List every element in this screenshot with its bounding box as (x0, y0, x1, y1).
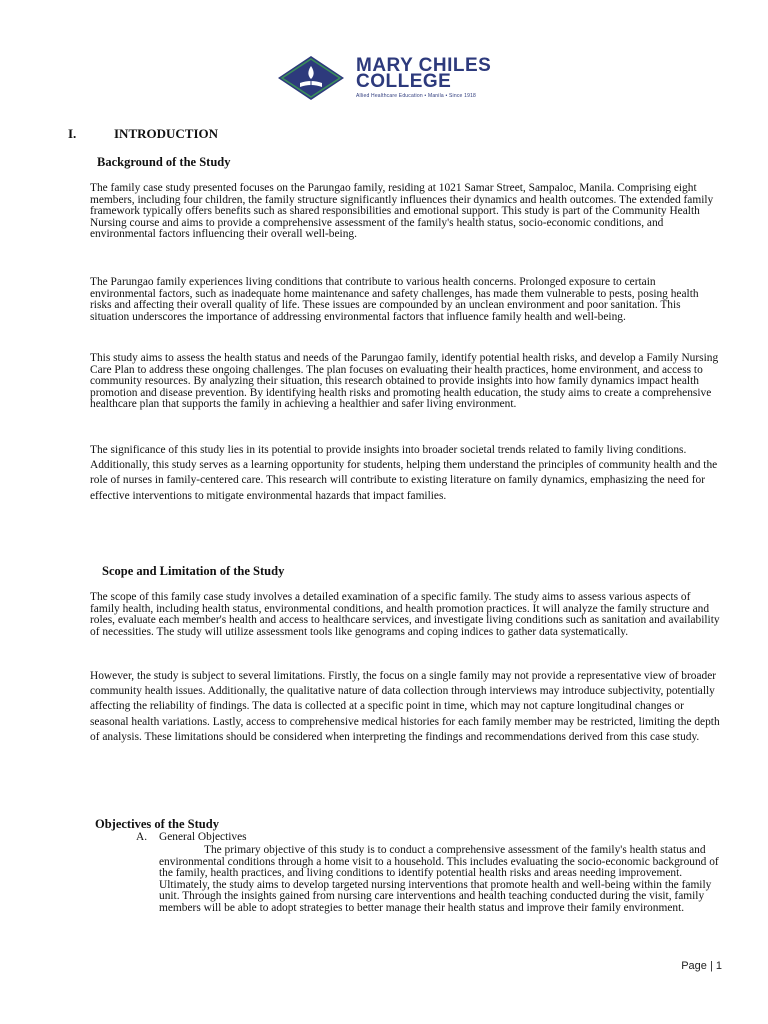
general-objectives-title: General Objectives (159, 831, 247, 843)
page-separator: | (709, 960, 713, 972)
general-objectives-label: A. (136, 831, 148, 843)
background-paragraph-2: The Parungao family experiences living conditions that contribute to various health concerns. Prolonged exposure to certain environmental factors, such as inadequate home maintenance and safety challenges, has made them vulnerable to pests, posing health risks and affecting their overall quality of life. These issues are compounded by an unclean environment and poor sanitation. This situation underscores the importance of addressing environmental factors that influence family health and well-being. (90, 276, 699, 323)
objectives-heading: Objectives of the Study (95, 817, 219, 831)
page-label: Page (681, 960, 707, 972)
logo-name-line1: MARY CHILES (356, 54, 492, 76)
background-paragraph-1: The family case study presented focuses on the Parungao family, residing at 1021 Samar Street, Sampaloc, Manila. Comprising eight members, including four children, the family structure significantly influences their dynamics and health outcomes. The extended family framework typically offers benefits such as shared responsibilities and emotional support. This study is part of the Community Health Nursing course and aims to provide a comprehensive assessment of the family's health status, socio-economic conditions, and environmental factors influencing their overall well-being. (90, 182, 714, 240)
scope-paragraph-1: The scope of this family case study involves a detailed examination of a specific family. The study aims to assess various aspects of family health, including health status, environmental conditions, and health promotion practices. It will analyze the family structure and roles, evaluate each member's health and access to healthcare services, and investigate living conditions such as sanitation and availability of necessities. The study will utilize assessment tools like genograms and coping indices to gather data systematically. (90, 591, 720, 638)
page-footer (681, 960, 722, 972)
section-title: INTRODUCTION (114, 126, 219, 141)
logo-tagline: Allied Healthcare Education • Manila • Since 1918 (356, 92, 477, 99)
college-crest-icon (276, 55, 346, 101)
scope-paragraph-2: However, the study is subject to several limitations. Firstly, the focus on a single family may not provide a representative view of broader community health issues. Additionally, the qualitative nature of data collection through interviews may introduce subjectivity, potentially affecting the reliability of findings. The data is collected at a specific point in time, which may not capture longitudinal changes or seasonal health variations. Lastly, access to comprehensive medical histories for each family member may be restricted, limiting the depth of analysis. These limitations should be considered when interpreting the findings and recommendations derived from this case study. (90, 670, 720, 743)
background-paragraph-4: The significance of this study lies in its potential to provide insights into broader societal trends related to family living conditions. Additionally, this study serves as a learning opportunity for students, helping them understand the principles of community health and the role of nurses in family-centered care. This research will contribute to existing literature on family dynamics, emphasizing the need for effective interventions to mitigate environmental hazards that impact families. (90, 444, 718, 502)
background-paragraph-3: This study aims to assess the health status and needs of the Parungao family, identify potential health risks, and develop a Family Nursing Care Plan to address these ongoing challenges. The plan focuses on evaluating their health practices, home environment, and access to community resources. By analyzing their situation, this research obtained to provide insights into how family dynamics impact health promotion and disease prevention. By identifying health risks and promoting health education, the study aims to create a comprehensive healthcare plan that supports the family in achieving a healthier and safer living environment. (90, 352, 719, 410)
college-logo (276, 52, 491, 104)
general-objectives-text: The primary objective of this study is to conduct a comprehensive assessment of the family's health status and environmental conditions through a home visit to a household. This includes evaluating the socio-economic background of the family, health practices, and living conditions to identify potential health risks and areas needing improvement. Ultimately, the study aims to develop targeted nursing interventions that promote health and well-being within the family unit. Through the insights gained from nursing care interventions and health teaching conducted during the visit, family members will be able to adopt strategies to better manage their health status and improve their family environment. (159, 844, 719, 914)
background-heading: Background of the Study (97, 155, 231, 169)
section-numeral: I. (68, 126, 77, 141)
scope-heading: Scope and Limitation of the Study (102, 564, 285, 578)
logo-name-line2: COLLEGE (356, 70, 452, 92)
page-number: 1 (715, 960, 722, 972)
